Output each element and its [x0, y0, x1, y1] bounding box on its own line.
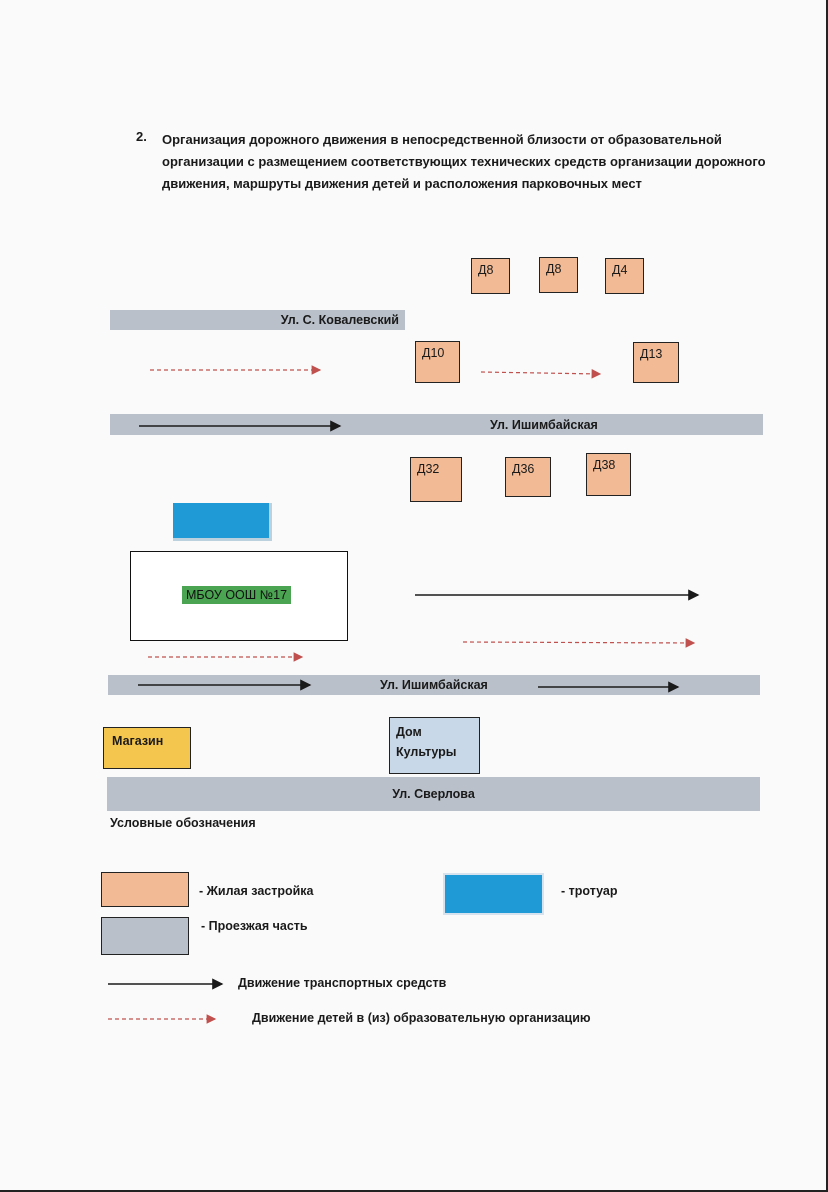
legend-children-label: Движение детей в (из) образовательную организацию — [252, 1011, 591, 1025]
legend-sidewalk-label: - тротуар — [561, 884, 618, 898]
house-d8-b: Д8 — [539, 257, 578, 293]
house-d32: Д32 — [410, 457, 462, 502]
legend-title: Условные обозначения — [110, 816, 256, 830]
house-d4: Д4 — [605, 258, 644, 294]
child-route-arrow — [481, 372, 600, 374]
shop: Магазин — [103, 727, 191, 769]
house-d8-a: Д8 — [471, 258, 510, 294]
house-d13: Д13 — [633, 342, 679, 383]
school-label: МБОУ ООШ №17 — [182, 586, 291, 604]
road-sverlova-label: Ул. Сверлова — [392, 787, 475, 801]
house-d36: Д36 — [505, 457, 551, 497]
road-ishimbayskaya-lower-label: Ул. Ишимбайская — [380, 678, 488, 692]
heading-text: Организация дорожного движения в непосредственной близости от образовательной организации с размещением соответствующих технических средств организации дорожного движения, маршруты движения детей и расположения парковочных мест — [162, 132, 766, 191]
culture-house-line-1: Дом — [396, 725, 422, 739]
house-d38: Д38 — [586, 453, 631, 496]
legend-vehicles-label: Движение транспортных средств — [238, 976, 447, 990]
road-kovalevsky-label: Ул. С. Ковалевский — [280, 313, 399, 327]
heading-number: 2. — [136, 129, 147, 144]
child-route-arrow — [463, 642, 694, 643]
house-d10: Д10 — [415, 341, 460, 383]
legend-roadway-label: - Проезжая часть — [201, 919, 308, 933]
culture-house-line-2: Культуры — [396, 745, 457, 759]
road-ishimbayskaya-upper-label: Ул. Ишимбайская — [490, 417, 598, 432]
legend-residential-label: - Жилая застройка — [199, 884, 314, 898]
